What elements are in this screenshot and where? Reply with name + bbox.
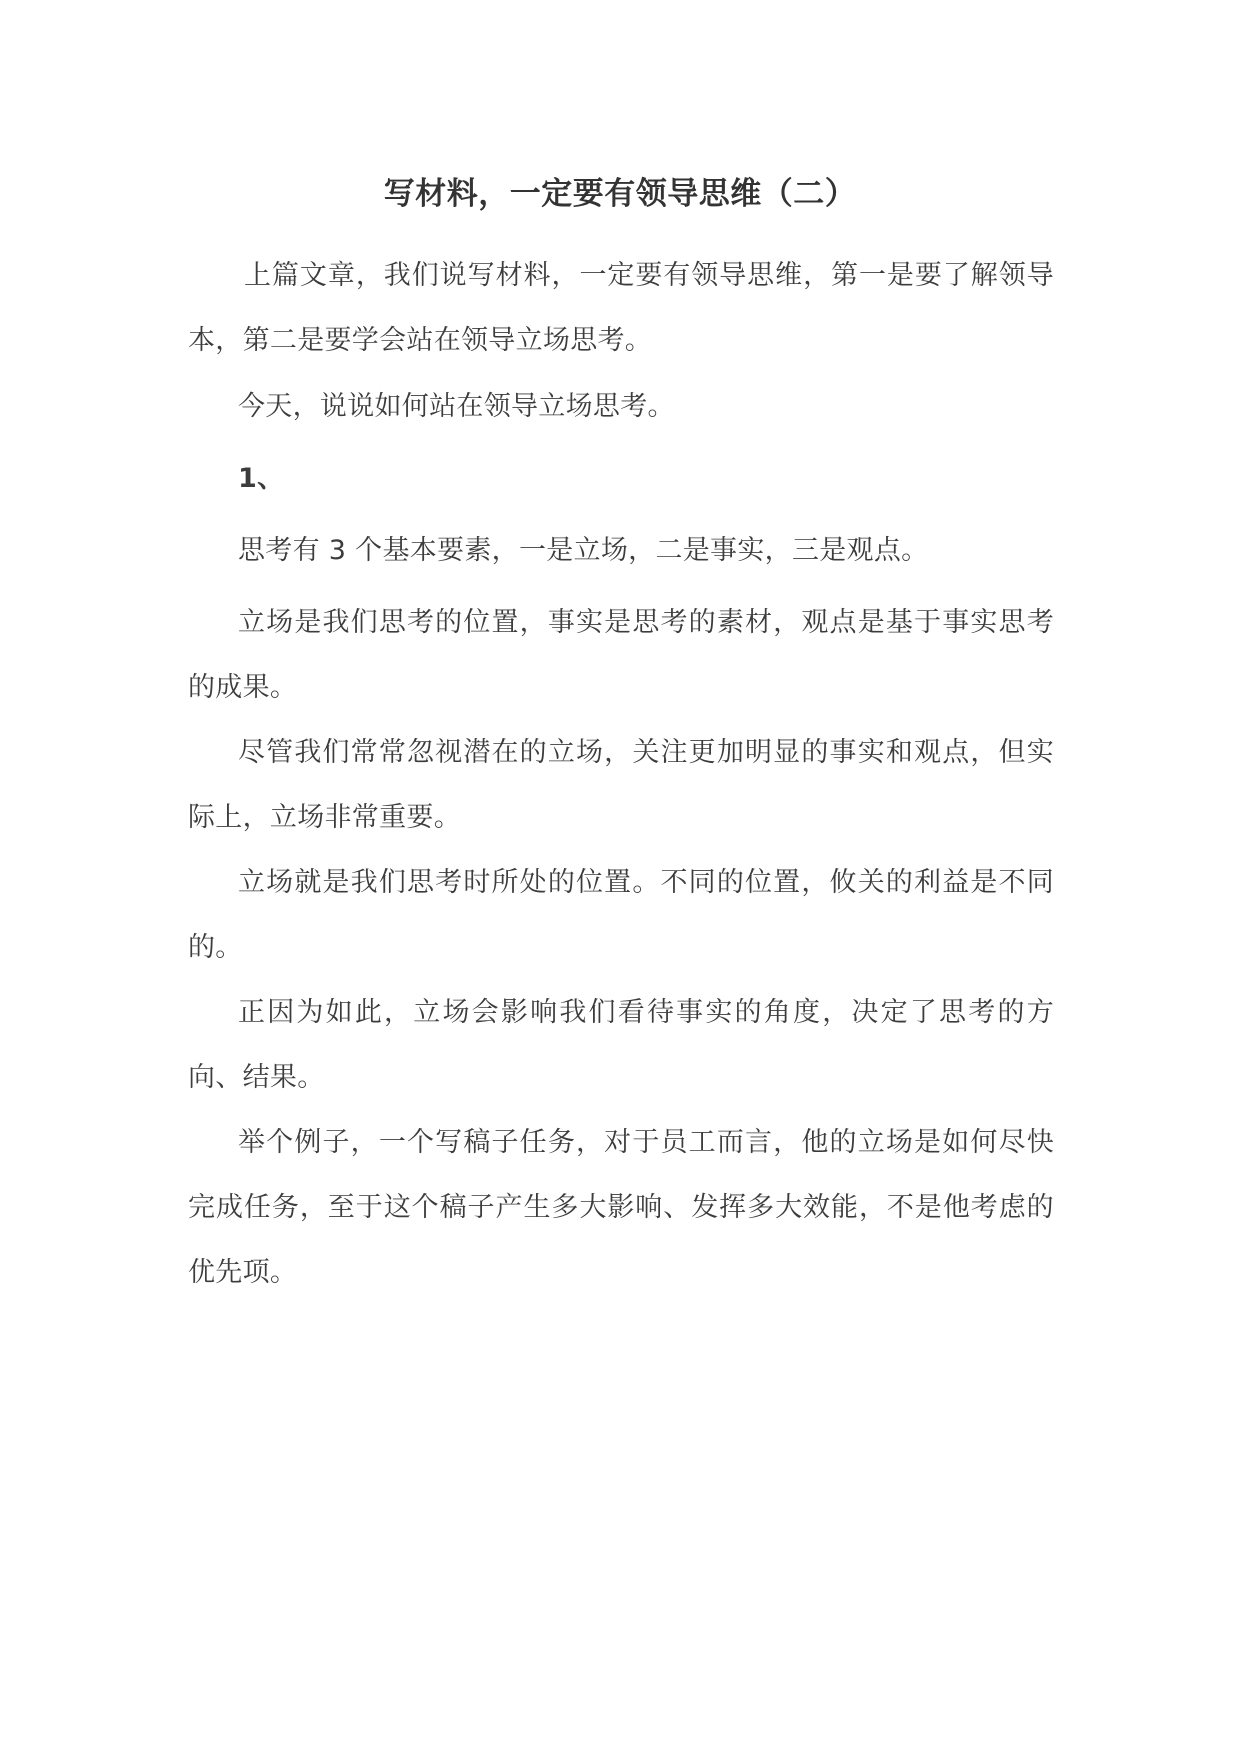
- section-number: 1、: [238, 463, 285, 494]
- paragraph-6: 立场就是我们思考时所处的位置。不同的位置，攸关的利益是不同的。: [188, 867, 1054, 963]
- paragraph-4: 立场是我们思考的位置，事实是思考的素材，观点是基于事实思考的成果。: [188, 607, 1054, 703]
- paragraph-2: 今天，说说如何站在领导立场思考。: [238, 391, 675, 422]
- paragraph-1: 上篇文章，我们说写材料，一定要有领导思维，第一是要了解领导本，第二是要学会站在领导立场思考。: [188, 260, 1054, 356]
- document-title: 写材料，一定要有领导思维（二）: [383, 176, 857, 212]
- paragraph-8: 举个例子，一个写稿子任务，对于员工而言，他的立场是如何尽快完成任务，至于这个稿子产生多大影响、发挥多大效能，不是他考虑的优先项。: [188, 1127, 1054, 1288]
- paragraph-7: 正因为如此，立场会影响我们看待事实的角度，决定了思考的方向、结果。: [188, 997, 1054, 1093]
- paragraph-3: 思考有 3 个基本要素，一是立场，二是事实，三是观点。: [238, 535, 929, 566]
- paragraph-5: 尽管我们常常忽视潜在的立场，关注更加明显的事实和观点，但实际上，立场非常重要。: [188, 737, 1054, 833]
